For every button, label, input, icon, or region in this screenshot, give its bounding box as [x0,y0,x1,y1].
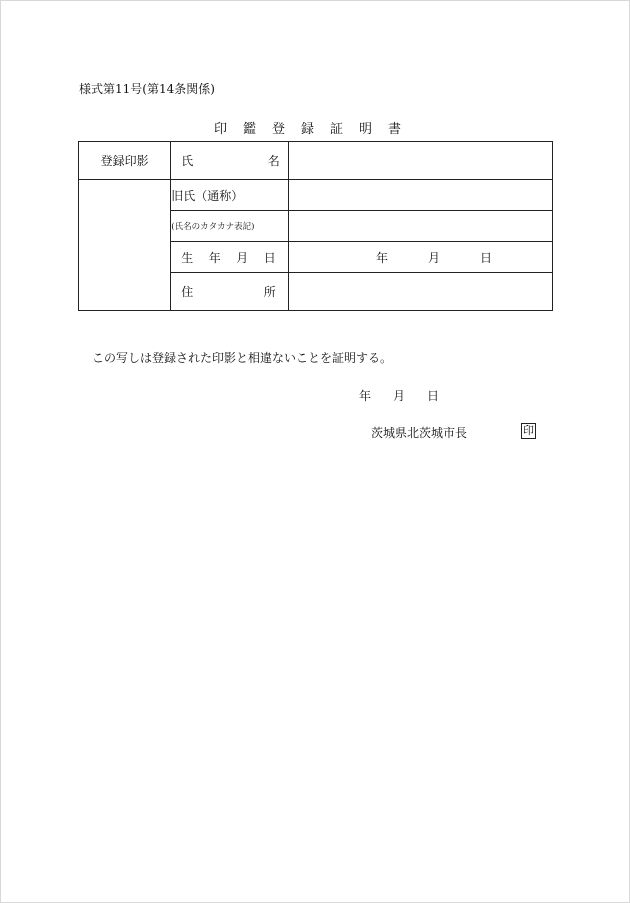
former-name-label: 旧氏（通称） [171,180,289,211]
issuer-name: 茨城県北茨城市長 [371,426,468,440]
birth-label-3: 月 [236,250,249,265]
form-number: 様式第11号(第14条関係) [79,82,215,96]
address-label-first: 住 [181,285,194,299]
address-label-second: 所 [263,285,276,299]
issue-month-unit: 月 [393,389,406,403]
table-row-former-name [79,180,553,211]
katakana-value [288,211,552,242]
issue-year-unit: 年 [359,389,372,403]
former-name-value [288,180,552,211]
katakana-label: (氏名のカタカナ表記) [171,211,289,242]
certificate-table [78,141,553,311]
birth-label-1: 生 [181,250,194,265]
document-title: 印鑑登録証明書 [214,122,418,137]
issue-day-unit: 日 [427,389,440,403]
name-label-second: 名 [267,154,280,168]
seal-impression-area [79,180,171,311]
name-value [288,142,552,180]
birth-label-4: 日 [263,250,276,265]
table-row-name [79,142,553,180]
birth-month-unit: 月 [427,250,440,265]
name-label-cell [171,142,289,180]
birth-year-unit: 年 [375,250,388,265]
official-seal-mark: 印 [523,424,534,437]
birth-date-value [288,242,552,273]
address-label-cell [171,273,289,311]
birth-label-2: 年 [208,250,221,265]
birth-label-cell [171,242,289,273]
address-value [288,273,552,311]
birth-day-unit: 日 [479,250,492,265]
name-label-first: 氏 [181,154,194,168]
certification-statement: この写しは登録された印影と相違ないことを証明する。 [92,351,393,365]
issue-date [359,387,439,404]
seal-impression-label: 登録印影 [79,142,171,180]
